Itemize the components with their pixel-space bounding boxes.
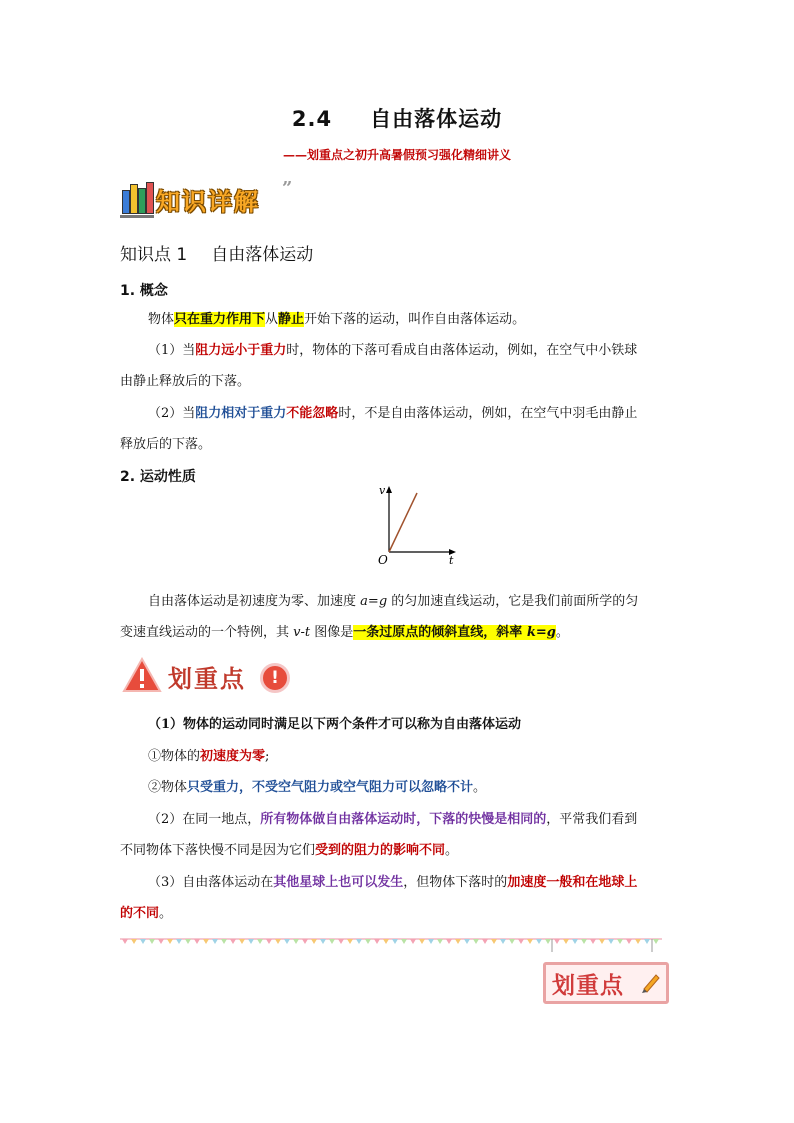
concept-heading: 1. 概念 <box>120 283 168 299</box>
red-text: 阻力远小于重力 <box>195 343 287 358</box>
divider-triangle <box>131 939 137 944</box>
title-text: 自由落体运动 <box>370 107 503 131</box>
divider-triangle <box>320 939 326 944</box>
key-point-2-line-1 <box>148 810 637 830</box>
text: 的匀加速直线运动，它是我们前面所学的匀 <box>387 594 639 609</box>
divider-triangle <box>392 939 398 944</box>
divider-triangle <box>347 939 353 944</box>
concept-paragraph-3-line-1 <box>148 404 637 424</box>
divider-triangle <box>455 939 461 944</box>
divider-triangle <box>446 939 452 944</box>
blue-text: 只受重力，不受空气阻力或空气阻力可以忽略不计 <box>187 780 474 795</box>
divider-triangle <box>653 939 659 944</box>
highlight-text: 只在重力作用下 <box>174 312 266 327</box>
divider-triangle <box>572 939 578 944</box>
motion-paragraph-line-1 <box>148 592 638 612</box>
page-title <box>0 103 794 133</box>
divider-triangle <box>500 939 506 944</box>
divider-triangle <box>554 939 560 944</box>
divider-triangle <box>284 939 290 944</box>
divider-triangle <box>194 939 200 944</box>
text: （2）在同一地点， <box>148 812 261 827</box>
divider-triangle <box>635 939 641 944</box>
text: ，平常我们看到 <box>546 812 638 827</box>
key-point-3-line-1 <box>148 873 637 893</box>
concept-paragraph-2-line-2: 由静止释放后的下落。 <box>120 374 251 389</box>
knowledge-point-title: 自由落体运动 <box>211 245 314 265</box>
divider-triangle <box>410 939 416 944</box>
divider-triangle <box>437 939 443 944</box>
key-points-banner <box>122 655 302 695</box>
key-point-2-line-2 <box>120 841 458 861</box>
divider-triangle <box>329 939 335 944</box>
divider-triangle <box>203 939 209 944</box>
y-axis-arrow-icon <box>386 486 392 493</box>
concept-paragraph-1 <box>148 310 525 330</box>
text: 自由落体运动是初速度为零、加速度 <box>148 594 361 609</box>
knowledge-point-heading <box>120 240 313 265</box>
divider-triangle <box>608 939 614 944</box>
divider-triangle <box>644 939 650 944</box>
velocity-time-graph <box>370 480 460 568</box>
y-axis-label: v <box>379 484 386 497</box>
text: （3）自由落体运动在 <box>148 875 274 890</box>
key-points-banner-text: 划重点 <box>168 665 246 693</box>
divider-triangle <box>275 939 281 944</box>
divider-triangle <box>140 939 146 944</box>
concept-paragraph-3-line-2: 释放后的下落。 <box>120 437 212 452</box>
section-number: 2.4 <box>291 107 333 131</box>
divider-triangle <box>167 939 173 944</box>
divider-triangle <box>212 939 218 944</box>
red-text: 受到的阻力的影响不同 <box>315 843 446 858</box>
highlight-math: k <box>526 625 536 640</box>
quote-icon: ” <box>282 178 293 199</box>
text: ①物体的 <box>148 749 201 764</box>
concept-paragraph-2-line-1 <box>148 341 637 361</box>
key-point-condition-2 <box>148 778 486 798</box>
divider-triangle <box>374 939 380 944</box>
pencil-icon <box>640 971 662 993</box>
motion-heading: 2. 运动性质 <box>120 469 196 485</box>
divider-triangle <box>302 939 308 944</box>
knowledge-point-label: 知识点 1 <box>120 245 188 265</box>
text: 。 <box>473 780 487 795</box>
divider-triangle <box>158 939 164 944</box>
origin-label: O <box>378 553 388 567</box>
math-var: a <box>360 594 368 609</box>
divider-triangle <box>518 939 524 944</box>
divider-triangle <box>545 939 551 944</box>
text: （1）当 <box>148 343 196 358</box>
banner-text: 知识详解 <box>156 188 260 216</box>
divider-triangle <box>599 939 605 944</box>
key-points-stamp <box>543 962 669 1004</box>
math-var: g <box>378 594 388 609</box>
stamp-text: 划重点 <box>552 973 624 999</box>
divider-triangle <box>185 939 191 944</box>
highlight-text: = <box>535 625 547 640</box>
divider-triangle <box>221 939 227 944</box>
divider-triangle <box>473 939 479 944</box>
divider-triangle <box>122 939 128 944</box>
warning-triangle-icon <box>122 657 162 693</box>
divider-triangle <box>617 939 623 944</box>
key-point-3-line-2 <box>120 904 172 924</box>
red-text: 加速度一般和在地球上 <box>507 875 638 890</box>
divider-triangle <box>491 939 497 944</box>
math-var: t <box>304 625 311 640</box>
highlight-math: g <box>546 625 556 640</box>
divider-triangle <box>482 939 488 944</box>
text: 。 <box>555 625 569 640</box>
red-text: 的不同 <box>120 906 160 921</box>
divider-triangle <box>626 939 632 944</box>
divider-triangle <box>176 939 182 944</box>
divider-triangle <box>239 939 245 944</box>
page-subtitle: ——划重点之初升高暑假预习强化精细讲义 <box>282 148 511 162</box>
divider-triangle <box>590 939 596 944</box>
text: 。 <box>445 843 459 858</box>
text: （2）当 <box>148 406 196 421</box>
velocity-line <box>389 493 417 552</box>
text: 图像是 <box>310 625 354 640</box>
text: = <box>367 594 379 609</box>
text: 。 <box>159 906 173 921</box>
red-text: 初速度为零 <box>200 749 266 764</box>
text: 从 <box>265 312 279 327</box>
divider-triangle <box>266 939 272 944</box>
divider-triangle <box>581 939 587 944</box>
motion-paragraph-line-2 <box>120 623 569 643</box>
divider-triangle <box>149 939 155 944</box>
divider-triangle <box>356 939 362 944</box>
purple-text: 所有物体做自由落体运动时，下落的快慢是相同的 <box>260 812 547 827</box>
divider-triangle <box>338 939 344 944</box>
highlight-text: 一条过原点的倾斜直线，斜率 <box>353 625 527 640</box>
text: - <box>300 625 305 640</box>
divider-triangle <box>419 939 425 944</box>
divider-triangle <box>563 939 569 944</box>
highlight-text: 静止 <box>278 312 305 327</box>
divider-triangle <box>536 939 542 944</box>
key-point-1: （1）物体的运动同时满足以下两个条件才可以称为自由落体运动 <box>148 717 522 732</box>
divider-triangle <box>365 939 371 944</box>
text: 时，不是自由落体运动，例如，在空气中羽毛由静止 <box>338 406 638 421</box>
divider-triangle <box>257 939 263 944</box>
divider-triangle <box>248 939 254 944</box>
text: 开始下落的运动，叫作自由落体运动。 <box>304 312 526 327</box>
text: ②物体 <box>148 780 188 795</box>
divider-triangle <box>527 939 533 944</box>
text: 不同物体下落快慢不同是因为它们 <box>120 843 316 858</box>
divider-triangle <box>464 939 470 944</box>
divider-triangle <box>509 939 515 944</box>
key-point-condition-1 <box>148 747 269 767</box>
math-var: v <box>293 625 301 640</box>
decorative-divider <box>120 936 662 952</box>
text: ; <box>265 749 270 764</box>
text: ，但物体下落时的 <box>403 875 508 890</box>
divider-triangle <box>428 939 434 944</box>
blue-text: 阻力相对于重力 <box>195 406 287 421</box>
knowledge-banner <box>118 178 293 220</box>
exclamation-icon: ! <box>260 663 290 693</box>
text: 物体 <box>148 312 175 327</box>
text: 时，物体的下落可看成自由落体运动，例如，在空气中小铁球 <box>286 343 638 358</box>
red-text: 不能忽略 <box>286 406 339 421</box>
purple-text: 其他星球上也可以发生 <box>273 875 404 890</box>
divider-triangle <box>401 939 407 944</box>
divider-triangle <box>311 939 317 944</box>
divider-triangle <box>293 939 299 944</box>
text: 变速直线运动的一个特例，其 <box>120 625 294 640</box>
x-axis-label: t <box>449 554 454 567</box>
divider-triangle <box>383 939 389 944</box>
divider-triangle <box>230 939 236 944</box>
